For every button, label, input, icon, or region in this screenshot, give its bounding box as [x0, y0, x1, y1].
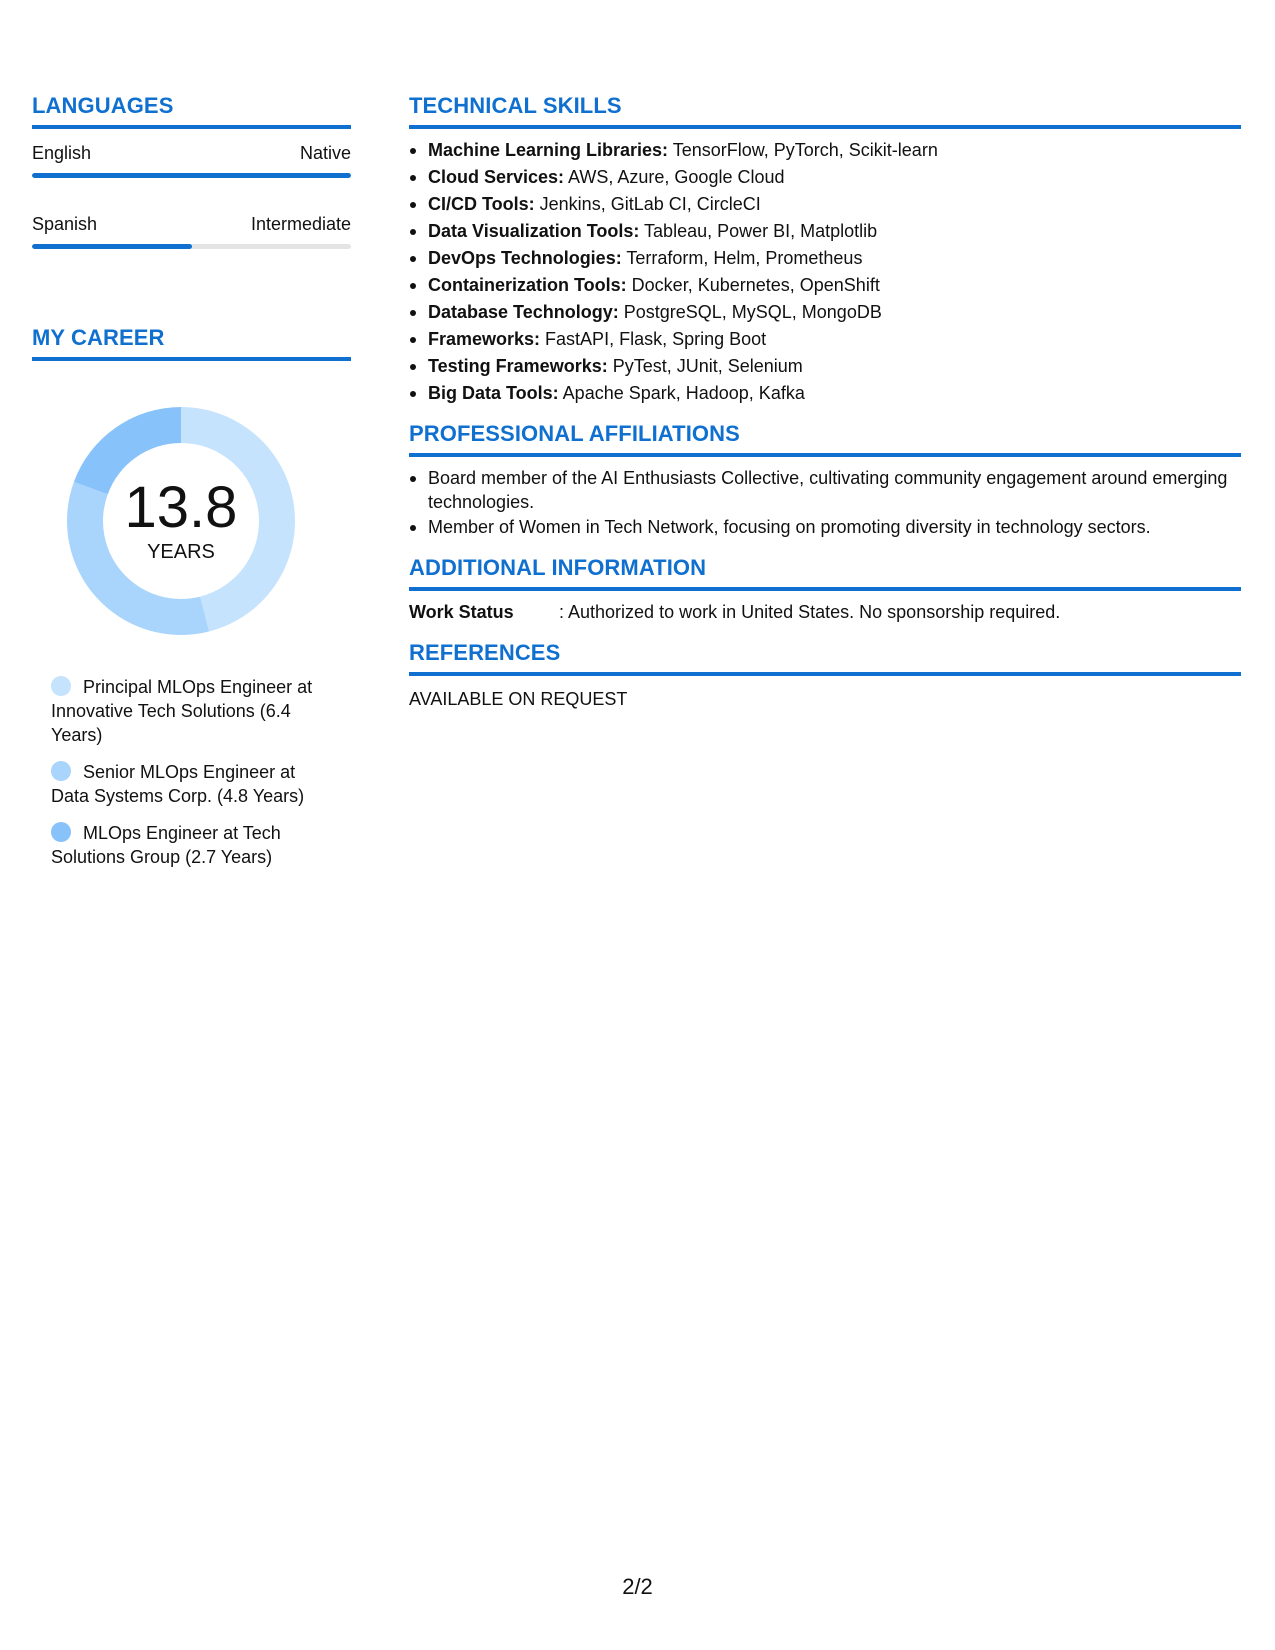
legend-dot-icon: [51, 822, 71, 842]
language-proficiency-bar: [32, 244, 351, 249]
skill-values: PostgreSQL, MySQL, MongoDB: [618, 302, 882, 322]
list-item: [409, 192, 1241, 216]
legend-label: Senior MLOps Engineer at Data Systems Corp. (4.8 Years): [51, 762, 305, 806]
language-item: [32, 141, 351, 178]
language-proficiency-bar: [32, 173, 351, 178]
list-item: [409, 138, 1241, 162]
references-text: AVAILABLE ON REQUEST: [409, 689, 628, 709]
list-item: [409, 300, 1241, 324]
skill-values: Tableau, Power BI, Matplotlib: [639, 221, 878, 241]
list-item: [409, 219, 1241, 243]
skill-values: TensorFlow, PyTorch, Scikit-learn: [668, 140, 938, 160]
list-item: [409, 381, 1241, 405]
skill-category: Database Technology:: [428, 302, 619, 322]
skills-list: [409, 138, 1241, 405]
work-status-row: [409, 600, 1241, 624]
skill-category: Containerization Tools:: [428, 275, 627, 295]
references-section: [409, 640, 1241, 711]
career-total-unit: YEARS: [147, 541, 215, 563]
affiliations-list: [409, 466, 1241, 539]
career-donut-chart: [65, 405, 297, 637]
list-item: [409, 327, 1241, 351]
skill-category: Frameworks:: [428, 329, 541, 349]
language-name: English: [32, 143, 92, 163]
additional-info-section: [409, 555, 1241, 624]
language-level: Native: [299, 143, 351, 163]
legend-dot-icon: [51, 761, 71, 781]
skill-category: CI/CD Tools:: [428, 194, 535, 214]
page-number: 2/2: [622, 1574, 653, 1599]
language-item: [32, 212, 351, 249]
legend-label: MLOps Engineer at Tech Solutions Group (2.7 Years): [51, 823, 281, 867]
legend-item: [51, 821, 331, 869]
additional-info-heading: ADDITIONAL INFORMATION: [409, 555, 1241, 591]
career-total-years: 13.8: [124, 475, 238, 540]
references-heading: REFERENCES: [409, 640, 1241, 676]
skill-values: AWS, Azure, Google Cloud: [564, 167, 785, 187]
languages-heading: LANGUAGES: [32, 93, 351, 129]
list-item: [409, 246, 1241, 270]
skill-values: Apache Spark, Hadoop, Kafka: [558, 383, 805, 403]
language-name: Spanish: [32, 214, 98, 234]
language-level: Intermediate: [250, 214, 351, 234]
technical-skills-heading: TECHNICAL SKILLS: [409, 93, 1241, 129]
legend-item: [51, 760, 331, 808]
legend-item: [51, 675, 331, 747]
skill-values: Jenkins, GitLab CI, CircleCI: [534, 194, 761, 214]
work-status-label: Work Status: [409, 602, 514, 622]
skill-values: Docker, Kubernetes, OpenShift: [626, 275, 880, 295]
technical-skills-section: [409, 93, 1241, 405]
affiliations-heading: PROFESSIONAL AFFILIATIONS: [409, 421, 1241, 457]
list-item: [409, 273, 1241, 297]
list-item: [409, 165, 1241, 189]
skill-category: Testing Frameworks:: [428, 356, 608, 376]
skill-values: Terraform, Helm, Prometheus: [621, 248, 863, 268]
language-proficiency-fill: [32, 244, 192, 249]
skill-category: Machine Learning Libraries:: [428, 140, 669, 160]
list-item: Board member of the AI Enthusiasts Collective, cultivating community engagement around emerging technologies.: [409, 466, 1241, 514]
work-status-value: : Authorized to work in United States. No sponsorship required.: [559, 602, 1061, 622]
skill-values: PyTest, JUnit, Selenium: [607, 356, 803, 376]
affiliations-section: [409, 421, 1241, 539]
legend-dot-icon: [51, 676, 71, 696]
language-proficiency-fill: [32, 173, 351, 178]
left-column: [32, 93, 351, 882]
skill-category: Big Data Tools:: [428, 383, 559, 403]
list-item: Member of Women in Tech Network, focusing on promoting diversity in technology sectors.: [409, 515, 1241, 539]
skill-category: Cloud Services:: [428, 167, 565, 187]
skill-values: FastAPI, Flask, Spring Boot: [540, 329, 767, 349]
list-item: [409, 354, 1241, 378]
skill-category: Data Visualization Tools:: [428, 221, 640, 241]
career-legend: [51, 675, 331, 869]
career-heading: MY CAREER: [32, 325, 351, 361]
right-column: [409, 93, 1241, 711]
donut-center: [65, 405, 297, 637]
legend-label: Principal MLOps Engineer at Innovative Tech Solutions (6.4 Years): [51, 677, 313, 745]
skill-category: DevOps Technologies:: [428, 248, 622, 268]
